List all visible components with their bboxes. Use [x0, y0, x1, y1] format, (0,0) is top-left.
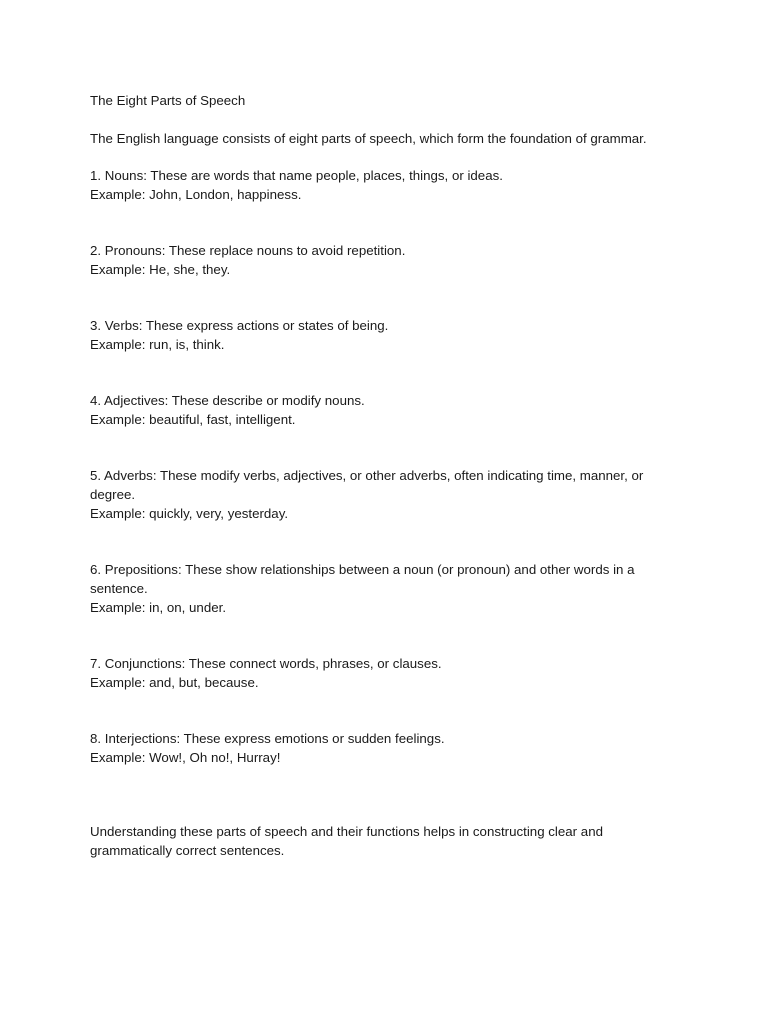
intro-paragraph: The English language consists of eight parts of speech, which form the foundation of grammar. [90, 131, 647, 146]
pronouns-definition: 2. Pronouns: These replace nouns to avoid repetition. [90, 243, 406, 258]
document-title: The Eight Parts of Speech [90, 93, 246, 108]
conjunctions-definition: 7. Conjunctions: These connect words, phrases, or clauses. [90, 656, 442, 671]
nouns-definition: 1. Nouns: These are words that name people, places, things, or ideas. [90, 168, 503, 183]
prepositions-definition: 6. Prepositions: These show relationships between a noun (or pronoun) and other words in a sentence. [90, 562, 635, 596]
conjunctions-example: Example: and, but, because. [90, 675, 259, 690]
adverbs-example: Example: quickly, very, yesterday. [90, 506, 289, 521]
adjectives-example: Example: beautiful, fast, intelligent. [90, 412, 296, 427]
adjectives-definition: 4. Adjectives: These describe or modify nouns. [90, 393, 365, 408]
pronouns-example: Example: He, she, they. [90, 262, 231, 277]
verbs-definition: 3. Verbs: These express actions or states of being. [90, 318, 389, 333]
verbs-example: Example: run, is, think. [90, 337, 225, 352]
nouns-example: Example: John, London, happiness. [90, 187, 302, 202]
prepositions-example: Example: in, on, under. [90, 600, 227, 615]
interjections-definition: 8. Interjections: These express emotions or sudden feelings. [90, 731, 445, 746]
interjections-example: Example: Wow!, Oh no!, Hurray! [90, 750, 281, 765]
conclusion-paragraph: Understanding these parts of speech and their functions helps in constructing clear and grammatically correct sentences. [90, 824, 603, 858]
adverbs-definition: 5. Adverbs: These modify verbs, adjectives, or other adverbs, often indicating time, manner, or degree. [90, 468, 644, 502]
